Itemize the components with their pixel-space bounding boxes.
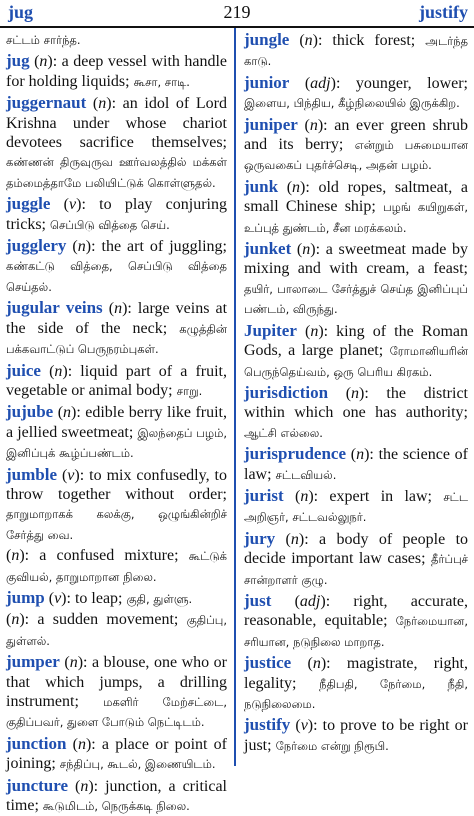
english-definition: : thick forest;: [317, 32, 416, 49]
left-column: [6, 30, 228, 815]
tamil-definition: நீதிபதி, நேர்மை, நீதி, நடுநிலைமை.: [244, 676, 469, 711]
part-of-speech: (n): [350, 446, 370, 464]
tamil-definition: மகளிர் மேற்சட்டை, குதிப்பவர், துளை போடும் நெட்டிடம்.: [6, 695, 227, 730]
english-definition: : magistrate, right, legality;: [244, 655, 469, 692]
tamil-definition: சட்ட அறிஞர், சட்டவல்லுநர்.: [244, 489, 468, 525]
dictionary-entry: [6, 776, 227, 816]
entry-headword: jugular veins: [6, 298, 103, 318]
dictionary-entry: [6, 734, 227, 775]
part-of-speech: (n): [304, 322, 324, 340]
english-definition: : a body of people to decide important law cases;: [244, 530, 469, 568]
entry-headword: juniper: [244, 114, 298, 134]
right-guide-word: justify: [419, 2, 468, 22]
part-of-speech: (n): [72, 238, 92, 256]
part-of-speech: (n): [294, 487, 314, 505]
tamil-definition: ரோமானியரின் பெருந்தெய்வம், ஒரு பெரிய கிரகம்.: [244, 344, 469, 379]
tamil-definition: சட்டவியல்.: [275, 467, 337, 482]
english-definition: : right, accurate, reasonable, equitable;: [244, 592, 469, 630]
tamil-definition: கூசா, சாடி.: [133, 74, 190, 89]
dictionary-entry: [6, 588, 227, 609]
part-of-speech: (n): [6, 547, 25, 565]
part-of-speech: (n): [296, 241, 316, 259]
english-definition: : expert in law;: [313, 487, 432, 505]
dictionary-entry: [6, 93, 227, 193]
english-definition: : edible berry like fruit, a jellied sweetmeat;: [6, 404, 227, 441]
entry-headword: junction: [6, 733, 67, 753]
english-definition: : an idol of Lord Krishna under whose chariot devotees sacrifice themselves;: [6, 95, 227, 152]
tamil-definition: என்றும் பசுமையான ஒருவகைப் புதர்ச்செடி, அதன் பழம்.: [244, 138, 469, 173]
tamil-definition: நேர்மை என்று நிரூபி.: [275, 738, 389, 753]
part-of-speech: (n): [6, 611, 25, 629]
dictionary-entry: [244, 529, 468, 590]
entry-headword: Jupiter: [244, 320, 297, 340]
tamil-definition: இலந்தைப் பழம், இனிப்புக் கூழ்ப்பண்டம்.: [6, 425, 227, 461]
part-of-speech: (n): [92, 95, 112, 113]
english-definition: : king of the Roman Gods, a large planet;: [244, 322, 468, 360]
english-definition: : a confused mixture;: [24, 547, 179, 565]
tamil-definition: சாறு.: [176, 383, 203, 398]
entry-headword: justify: [244, 715, 291, 735]
entry-headword: jug: [6, 51, 30, 71]
tamil-definition: தீர்ப்புச் சான்றாளர் குழு.: [244, 552, 468, 587]
english-definition: : liquid part of a fruit, vegetable or animal body;: [6, 362, 228, 399]
entry-headword: jumper: [6, 652, 60, 672]
column-divider: [234, 28, 236, 766]
part-of-speech: (v): [61, 466, 80, 484]
tamil-definition: கூடுமிடம், நெருக்கடி நிலை.: [42, 799, 190, 814]
dictionary-entry: [6, 610, 227, 651]
english-definition: : old ropes, saltmeat, a small Chinese ship;: [244, 178, 468, 216]
dictionary-entry: [6, 652, 227, 733]
part-of-speech: (n): [286, 178, 306, 196]
english-definition: : the district within which one has authority;: [244, 384, 469, 422]
tamil-definition: சந்திப்பு, கூடல், இணையிடம்.: [59, 757, 216, 772]
tamil-definition: குதிப்பு, துள்ளல்.: [6, 613, 227, 648]
tamil-definition: கண்கட்டு வித்தை, செப்பிடு வித்தை செய்தல்.: [6, 259, 227, 294]
dictionary-entry: [244, 653, 468, 714]
entry-headword: juggernaut: [6, 93, 87, 113]
english-definition: : to prove to be right or just;: [244, 717, 468, 754]
tamil-definition: நேர்மையான, சரியான, நடுநிலை மாறாத.: [244, 614, 468, 649]
dictionary-entry: [244, 321, 468, 382]
part-of-speech: (v): [48, 589, 67, 607]
entry-headword: jungle: [244, 30, 290, 49]
english-definition: : large veins at the side of the neck;: [6, 300, 228, 337]
tamil-definition: அடர்ந்த காடு.: [244, 34, 468, 69]
dictionary-entry: [6, 236, 227, 297]
dictionary-entry: [6, 465, 227, 546]
tamil-definition: ஆட்சி எல்லை.: [244, 425, 323, 440]
entry-headword: junket: [244, 239, 292, 259]
english-definition: : a sudden movement;: [24, 611, 179, 629]
part-of-speech: (n): [57, 404, 77, 422]
part-of-speech: (n): [108, 300, 128, 318]
left-guide-word: jug: [8, 2, 34, 22]
dictionary-entry: [6, 546, 227, 587]
tamil-definition: குதி, துள்ளு.: [126, 591, 193, 606]
part-of-speech: (n): [285, 530, 305, 548]
part-of-speech: (n): [299, 32, 318, 49]
dictionary-entry: [244, 73, 468, 114]
part-of-speech: (n): [72, 735, 92, 753]
part-of-speech: (n): [345, 384, 365, 402]
tamil-definition: கண்ணன் திருவுருவ ஊர்வலத்தில் மக்கள் தம்மைத்தாமே பலியிட்டுக் கொள்ளுதல்.: [6, 155, 227, 190]
tamil-definition: செப்பிடு வித்தை செய்.: [50, 217, 170, 232]
entry-headword: jurisdiction: [244, 382, 329, 402]
dictionary-entry: [244, 715, 468, 756]
part-of-speech: (v): [63, 196, 82, 214]
tamil-definition: இளைய, பிந்திய, கீழ்நிலையில் இருக்கிற.: [244, 96, 460, 111]
english-definition: : an ever green shrub and its berry;: [244, 116, 468, 154]
english-definition: : the art of juggling;: [91, 238, 227, 256]
entry-headword: juggle: [6, 194, 51, 214]
entry-headword: juice: [6, 360, 41, 380]
dictionary-entry: [244, 177, 468, 238]
english-definition: : younger, lower;: [335, 74, 469, 92]
part-of-speech: (n): [34, 53, 53, 71]
right-column: [244, 30, 468, 766]
part-of-speech: (v): [295, 717, 314, 735]
page-header: [0, 0, 474, 28]
entry-headword: junior: [244, 72, 290, 92]
dictionary-entry: [6, 361, 227, 402]
entry-headword: jump: [6, 587, 45, 607]
english-definition: : to leap;: [66, 589, 123, 607]
dictionary-entry: [244, 239, 468, 320]
part-of-speech: (adj): [304, 74, 336, 92]
dictionary-entry: [244, 591, 468, 652]
entry-headword: junk: [244, 176, 279, 196]
tamil-definition: பழங் கயிறுகள், உப்புத் துண்டம், சீன மரக்கலம்.: [244, 200, 469, 235]
tamil-definition: கூட்டுக் குவியல், தாறுமாறான நிலை.: [6, 549, 228, 584]
dictionary-entry: [6, 298, 227, 359]
entry-headword: juncture: [6, 775, 69, 795]
entry-headword: jumble: [6, 464, 57, 484]
entry-headword: jurisprudence: [244, 444, 346, 464]
tamil-definition: கழுத்தின் பக்கவாட்டுப் பெருநரம்புகள்.: [6, 321, 228, 357]
dictionary-entry: [244, 30, 468, 72]
entry-headword: just: [244, 590, 272, 610]
page-number: 219: [223, 2, 251, 22]
english-definition: : a deep vessel with handle for holding liquids;: [6, 53, 227, 90]
dictionary-entry: [6, 30, 227, 50]
entry-headword: jugglery: [6, 236, 67, 256]
dictionary-entry: [244, 486, 468, 528]
tamil-definition: தயிர், பாலாடை சேர்த்துச் செய்த இனிப்புப் பண்டம், விருந்து.: [244, 281, 468, 317]
part-of-speech: (adj): [294, 592, 326, 610]
dictionary-entry: [244, 383, 468, 443]
part-of-speech: (n): [49, 362, 68, 380]
dictionary-entry: [244, 444, 468, 485]
dictionary-entry: [6, 51, 227, 92]
part-of-speech: (n): [304, 116, 324, 134]
tamil-definition: தாறுமாறாகக் கலக்கு, ஒழுங்கின்றிச் சேர்த்து வை.: [6, 507, 227, 542]
part-of-speech: (n): [307, 655, 327, 673]
english-definition: : junction, a critical time;: [6, 777, 227, 815]
entry-headword: jurist: [244, 485, 284, 505]
part-of-speech: (n): [75, 777, 94, 795]
english-definition: : to mix confusedly, to throw together without order;: [6, 466, 227, 503]
english-definition: : a place or point of joining;: [6, 735, 227, 773]
entry-headword: jury: [244, 528, 276, 548]
dictionary-entry: [6, 402, 227, 463]
english-definition: : a blouse, one who or that which jumps, a drilling instrument;: [6, 654, 228, 710]
part-of-speech: (n): [64, 654, 84, 672]
entry-headword: jujube: [6, 402, 54, 422]
entry-headword: justice: [244, 653, 292, 673]
english-definition: : to play conjuring tricks;: [6, 196, 228, 233]
dictionary-entry: [244, 115, 468, 176]
english-definition: : a sweetmeat made by mixing and with cream, a feast;: [244, 241, 469, 278]
tamil-definition: சட்டம் சார்ந்த.: [6, 33, 81, 47]
dictionary-entry: [6, 194, 227, 235]
english-definition: : the science of law;: [244, 446, 468, 483]
